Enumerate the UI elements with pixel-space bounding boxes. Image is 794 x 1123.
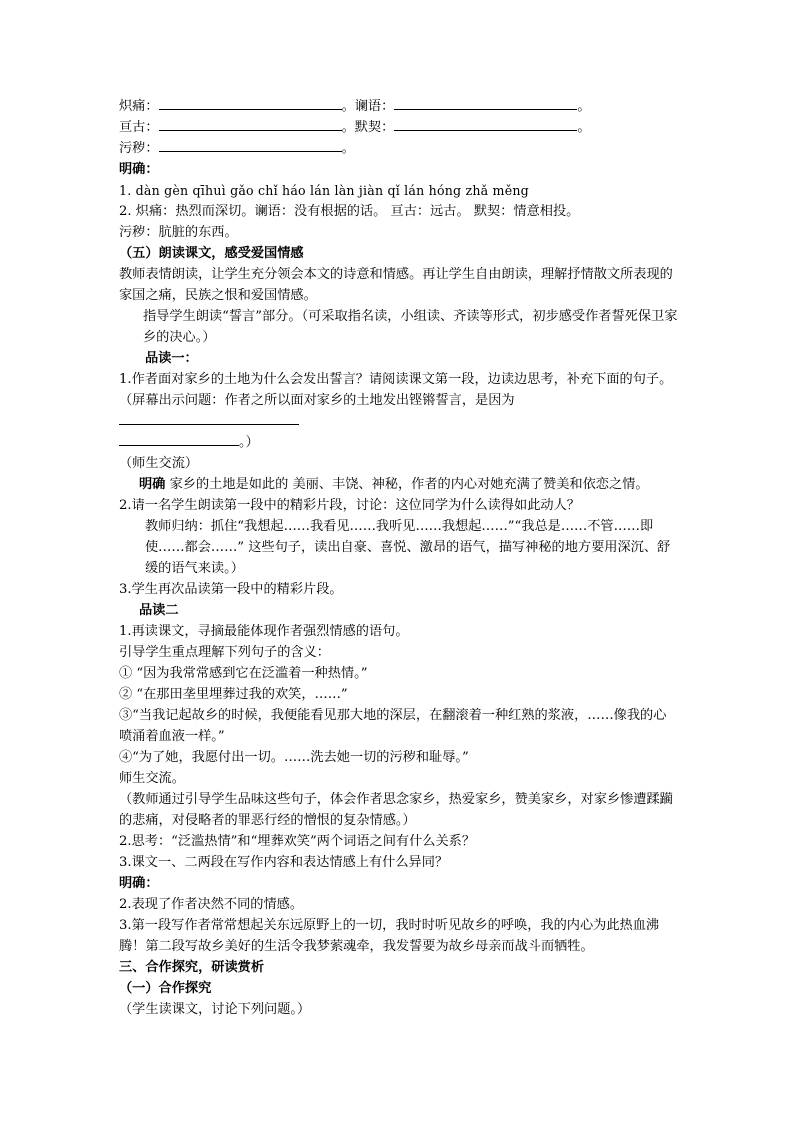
fill-blank <box>159 138 342 152</box>
paragraph: 指导学生朗读“誓言”部分。（可采取指名读，小组读、齐读等形式，初步感受作者誓死保卫家乡的决心。） <box>143 309 678 345</box>
subsection-title: 品读二 <box>139 603 179 618</box>
question: 2.思考：“泛滥热情”和“埋葬欢笑”两个词语之间有什么关系？ <box>119 834 476 849</box>
exchange-note: 师生交流。 <box>119 771 185 786</box>
screen-prompt <box>119 390 679 453</box>
answer-label: 明确 <box>139 477 166 492</box>
question: 1.作者面对家乡的土地为什么会发出誓言？请阅读课文第一段，边读边思考，补充下面的句子。 <box>119 372 673 387</box>
paragraph: 教师表情朗读，让学生充分领会本文的诗意和情感。再让学生自由朗读，理解抒情散文所表现的家国之痛，民族之恨和爱国情感。 <box>119 267 673 303</box>
answer-label: 明确： <box>119 162 159 177</box>
paragraph: （学生读课文，讨论下列问题。） <box>119 1002 311 1017</box>
pinyin-answers: 1. dàn gèn qīhuì gǎo chǐ háo lán làn jiàn qǐ lán hóng zhǎ měng <box>119 183 529 198</box>
answer-text: 家乡的土地是如此的 美丽、丰饶、神秘，作者的内心对她充满了赞美和依恋之情。 <box>165 477 649 492</box>
answer-label: 明确： <box>119 876 159 891</box>
subsection-heading: （一）合作探究 <box>119 981 212 996</box>
vocab-term-gengu: 亘古： <box>119 120 159 135</box>
quoted-sentence: ④“为了她，我愿付出一切。……洗去她一切的污秽和耻辱。” <box>119 750 469 765</box>
fill-blank <box>159 96 342 110</box>
vocab-punct: 。 <box>577 120 591 135</box>
question: 1.再读课文，寻摘最能体现作者强烈情感的语句。 <box>119 624 409 639</box>
teacher-summary: 教师归纳：抓住“我想起……我看见……我听见……我想起……”“我总是……不管……即使……都会……” 这些句子，读出自豪、喜悦、激昂的语气，描写神秘的地方要用深沉、舒缓的语气来读。） <box>145 519 671 576</box>
vocab-punct: 。 <box>341 141 355 156</box>
answer-paragraph <box>119 474 679 495</box>
subsection-title: 品读一： <box>145 351 198 366</box>
definitions-line: 2. 炽痛：热烈而深切。谰语：没有根据的话。 亘古：远古。 默契：情意相投。 <box>119 204 580 219</box>
quoted-sentence: ② “在那田垄里埋葬过我的欢笑，……” <box>119 687 348 702</box>
vocab-term-wuhui: 污秽： <box>119 141 159 156</box>
answer-item: 3.第一段写作者常常想起关东远原野上的一切，我时时听见故乡的呼唤，我的内心为此热血沸腾！第二段写故乡美好的生活令我梦萦魂牵，我发誓要为故乡母亲而战斗而牺牲。 <box>119 918 660 954</box>
quoted-sentence: ① “因为我常常感到它在泛滥着一种热情。” <box>119 666 368 681</box>
definitions-line-2: 污秽：肮脏的东西。 <box>119 225 238 240</box>
document-page <box>119 96 679 1020</box>
vocab-row-1 <box>119 96 679 117</box>
exchange-note: （师生交流） <box>119 456 199 471</box>
vocab-term-moqi: 。默契： <box>341 120 395 135</box>
fill-blank <box>119 432 239 446</box>
fill-blank <box>119 411 299 425</box>
screen-prompt-text: （屏幕出示问题：作者之所以面对家乡的土地发出铿锵誓言，是因为 <box>119 393 515 408</box>
fill-blank <box>394 117 577 131</box>
question: 2.请一名学生朗读第一段中的精彩片段，讨论：这位同学为什么读得如此动人？ <box>119 498 580 513</box>
quoted-sentence: ③“当我记起故乡的时候，我便能看见那大地的深层，在翻滚着一种红熟的浆液，……像我的心喷涌着血液一样。” <box>119 708 667 744</box>
vocab-row-3 <box>119 138 679 159</box>
screen-prompt-end: 。） <box>239 435 259 450</box>
vocab-term-lanyu: 。谰语： <box>341 99 395 114</box>
answer-item: 2.表现了作者决然不同的情感。 <box>119 897 304 912</box>
section-heading: （五）朗读课文，感受爱国情感 <box>119 246 304 261</box>
fill-blank <box>394 96 577 110</box>
vocab-punct: 。 <box>577 99 591 114</box>
vocab-row-2 <box>119 117 679 138</box>
section-heading: 三、合作探究，研读赏析 <box>119 960 265 975</box>
vocab-term-chitong: 炽痛： <box>119 99 159 114</box>
teacher-note: （教师通过引导学生品味这些句子，体会作者思念家乡，热爱家乡，赞美家乡，对家乡惨遭蹂躏的悲痛，对侵略者的罪恶行经的憎恨的复杂情感。） <box>119 792 673 828</box>
fill-blank <box>159 117 342 131</box>
guide-text: 引导学生重点理解下列句子的含义： <box>119 645 330 660</box>
question: 3.课文一、二两段在写作内容和表达情感上有什么异同？ <box>119 855 449 870</box>
question: 3.学生再次品读第一段中的精彩片段。 <box>119 582 343 597</box>
